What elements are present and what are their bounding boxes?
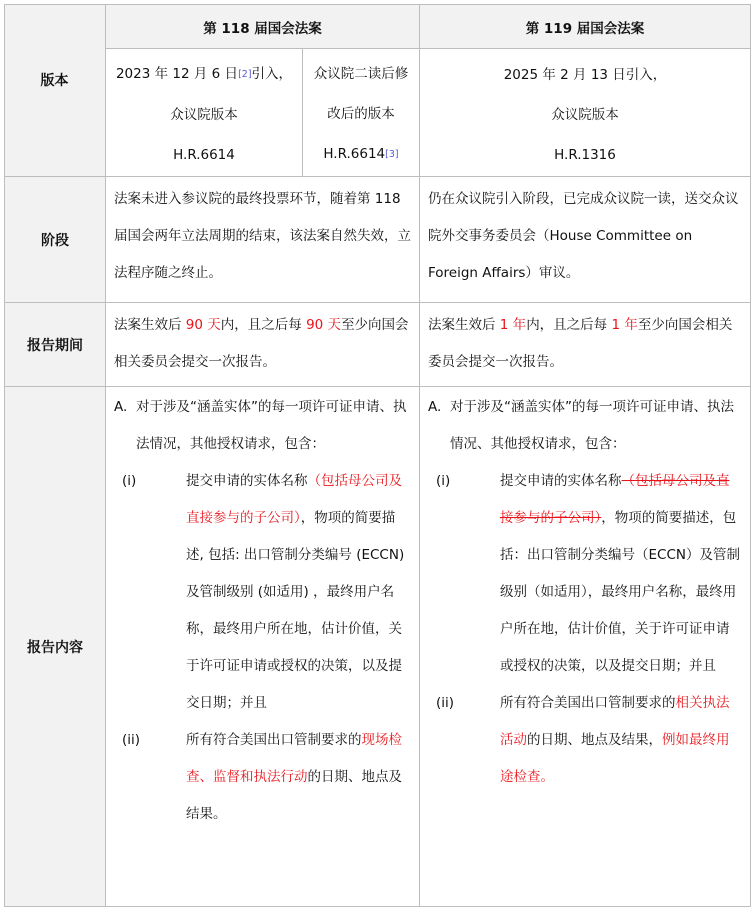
period-119-highlight-1: 1 年 bbox=[499, 317, 527, 333]
content-119-item-ii-highlight: 相关执法活动 bbox=[500, 695, 730, 748]
content-118-item-ii-text: 所有符合美国出口管制要求的现场检查、监督和执法行动的日期、地点及结果。 bbox=[186, 732, 402, 822]
header-corner-cell bbox=[5, 5, 106, 177]
content-118-item-ii-highlight: 现场检查、监督和执法行动 bbox=[186, 732, 402, 785]
item-ii-marker-119: (ii) bbox=[436, 695, 455, 711]
content-119-item-ii bbox=[428, 685, 742, 796]
version-118-amended-line1: 众议院二读后修 bbox=[313, 66, 409, 82]
row-label-period: 报告期间 bbox=[5, 303, 106, 387]
period-119-cell bbox=[420, 303, 751, 387]
header-118-congress: 第 118 届国会法案 bbox=[106, 5, 420, 49]
content-119-item-a bbox=[428, 389, 742, 463]
content-118-item-i-highlight: （包括母公司及直接参与的子公司） bbox=[186, 473, 402, 526]
version-118-amended-cell bbox=[303, 49, 420, 177]
content-118-item-i-text: 提交申请的实体名称（包括母公司及直接参与的子公司），物项的简要描述, 包括: 出口管制分类编号 (ECCN) 及管制级别 (如适用) ，最终用户名称，最终用户所在地，估计价值，关于许可证申请或授权的决策，以及提交日期；并且 bbox=[186, 473, 405, 711]
version-118-house-label: 众议院版本 bbox=[170, 107, 238, 123]
period-118-cell bbox=[106, 303, 420, 387]
item-a-marker-119: A. bbox=[428, 399, 442, 415]
period-119-text: 法案生效后 1 年内，且之后每 1 年至少向国会相关委员会提交一次报告。 bbox=[428, 317, 733, 370]
stage-119-cell bbox=[420, 177, 751, 303]
version-119-cell bbox=[420, 49, 751, 177]
row-label-content: 报告内容 bbox=[5, 387, 106, 907]
period-118-highlight-2: 90 天 bbox=[306, 317, 342, 333]
version-118-house-cell bbox=[106, 49, 303, 177]
header-119-congress: 第 119 届国会法案 bbox=[420, 5, 751, 49]
version-118-amended-bill-number: H.R.6614[3] bbox=[323, 146, 399, 162]
period-119-highlight-2: 1 年 bbox=[611, 317, 638, 333]
version-119-intro-date: 2025 年 2 月 13 日引入， bbox=[503, 66, 667, 83]
row-label-stage: 阶段 bbox=[5, 177, 106, 303]
version-118-intro-date: 2023 年 12 月 6 日[2]引入， bbox=[115, 66, 293, 82]
content-119-cell bbox=[420, 387, 751, 907]
content-119-intro: 对于涉及“涵盖实体”的每一项许可证申请、执法情况、其他授权请求，包含： bbox=[450, 399, 734, 452]
period-118-highlight-1: 90 天 bbox=[185, 317, 221, 333]
item-a-marker: A. bbox=[114, 399, 128, 415]
period-118-text: 法案生效后 90 天内，且之后每 90 天至少向国会相关委员会提交一次报告。 bbox=[114, 317, 409, 370]
content-118-item-ii bbox=[114, 722, 411, 833]
content-118-cell bbox=[106, 387, 420, 907]
footnote-ref-3[interactable]: [3] bbox=[385, 149, 399, 160]
item-ii-marker: (ii) bbox=[122, 732, 141, 748]
item-i-marker: (i) bbox=[122, 473, 137, 489]
content-119-item-ii-text: 所有符合美国出口管制要求的相关执法活动的日期、地点及结果，例如最终用途检查。 bbox=[500, 695, 730, 785]
stage-118-text: 法案未进入参议院的最终投票环节，随着第 118 届国会两年立法周期的结束，该法案自然失效，立法程序随之终止。 bbox=[114, 191, 411, 281]
version-118-bill-number: H.R.6614 bbox=[173, 147, 235, 163]
content-118-item-a bbox=[114, 389, 411, 463]
item-i-marker-119: (i) bbox=[436, 473, 451, 489]
content-119-item-ii-highlight-2: 例如最终用途检查。 bbox=[500, 732, 730, 785]
footnote-ref-2[interactable]: [2] bbox=[238, 69, 252, 80]
content-118-intro: 对于涉及“涵盖实体”的每一项许可证申请、执法情况，其他授权请求，包含： bbox=[136, 399, 407, 452]
row-label-version: 版本 bbox=[40, 73, 69, 89]
version-119-house-label: 众议院版本 bbox=[551, 106, 619, 123]
version-119-bill-number: H.R.1316 bbox=[554, 146, 616, 163]
content-118-item-i bbox=[114, 463, 411, 722]
content-119-item-i bbox=[428, 463, 742, 685]
content-119-item-i-deleted: （包括母公司及直接参与的子公司） bbox=[500, 473, 730, 526]
stage-119-text: 仍在众议院引入阶段，已完成众议院一读，送交众议院外交事务委员会（House Committee on Foreign Affairs）审议。 bbox=[428, 191, 739, 281]
version-118-amended-line2: 改后的版本 bbox=[327, 106, 395, 122]
content-119-item-i-text: 提交申请的实体名称（包括母公司及直接参与的子公司），物项的简要描述，包括：出口管制分类编号（ECCN）及管制级别（如适用），最终用户名称，最终用户所在地，估计价值，关于许可证申请或授权的决策，以及提交日期；并且 bbox=[500, 473, 740, 674]
bill-comparison-table bbox=[4, 4, 751, 907]
stage-118-cell bbox=[106, 177, 420, 303]
